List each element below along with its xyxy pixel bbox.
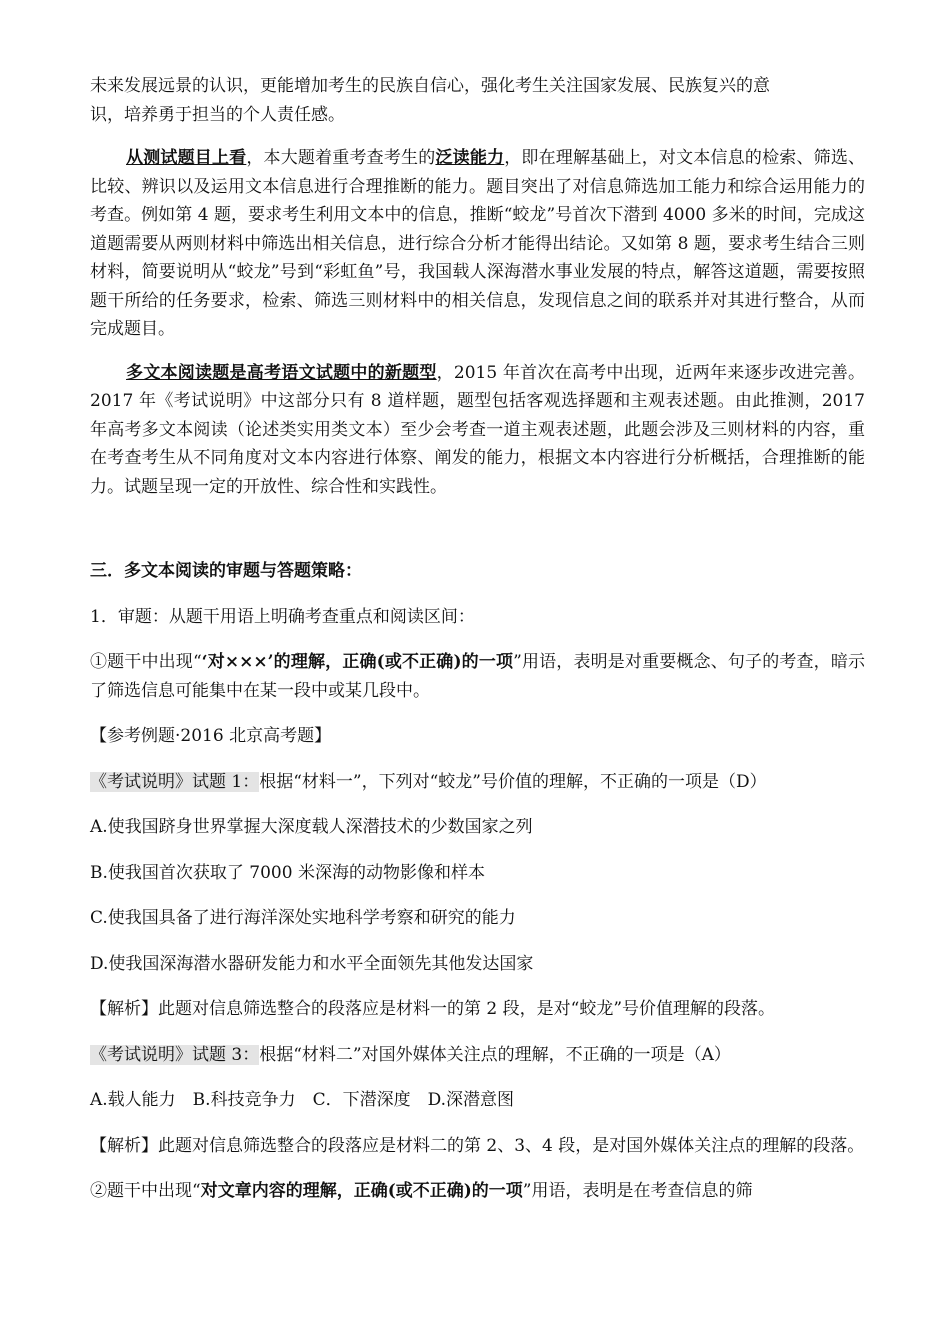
point-two xyxy=(90,1177,865,1206)
item-heading: 1．审题：从题干用语上明确考查重点和阅读区间： xyxy=(90,606,475,627)
section-title: 三．多文本阅读的审题与答题策略： xyxy=(90,561,362,581)
document-page xyxy=(90,72,865,1206)
question-one xyxy=(90,768,865,797)
reference-example-label: 【参考例题·2016 北京高考题】 xyxy=(90,726,332,746)
underlined-heading: 从测试题目上看 xyxy=(126,148,247,168)
underlined-heading: 多文本阅读题是高考语文试题中的新题型 xyxy=(126,362,437,383)
analysis-three: 【解析】此题对信息筛选整合的段落应是材料二的第 2、3、4 段，是对国外媒体关注点的理解的段落。 xyxy=(90,1135,865,1156)
text-line: 识，培养勇于担当的个人责任感。 xyxy=(90,104,345,125)
analysis-one: 【解析】此题对信息筛选整合的段落应是材料一的第 2 段，是对“蛟龙”号价值理解的段落。 xyxy=(90,999,776,1019)
option-item: D.使我国深海潜水器研发能力和水平全面领先其他发达国家 xyxy=(90,953,534,974)
paragraph-test-items xyxy=(90,144,865,344)
text-run: ”用语，表明是在考查信息的筛 xyxy=(522,1181,753,1201)
question-tag: 《考试说明》试题 3： xyxy=(90,1044,260,1065)
question-text: 根据“材料二”对国外媒体关注点的理解，不正确的一项是（A） xyxy=(259,1044,731,1065)
paragraph-continuation xyxy=(90,72,865,129)
text-run: ②题干中出现“ xyxy=(90,1181,201,1201)
bold-phrase: ‘对×××’的理解，正确(或不正确)的一项 xyxy=(201,652,514,672)
text-run: ，本大题着重考查考生的 xyxy=(246,148,436,168)
text-run: ，2015 年首次在高考中出现，近两年来逐步改进完善。2017 年《考试说明》中这部分只有 8 道样题，题型包括客观选择题和主观表述题。由此推测，2017 年高考多文本阅读（论述类实用类文本）至少会考查一道主观表述题，此题会涉及三则材料的内容，重在考查考生从不同角度对文本内容进行体察、阐发的能力，根据文本内容进行分析概括，合理推断的能力。试题呈现一定的开放性、综合性和实践性。 xyxy=(90,362,866,497)
point-one xyxy=(90,648,865,705)
question-text: 根据“材料一”，下列对“蛟龙”号价值的理解，不正确的一项是（D） xyxy=(259,771,767,792)
question-tag: 《考试说明》试题 1： xyxy=(90,771,260,792)
paragraph-new-type xyxy=(90,359,865,502)
underlined-keyword: 泛读能力 xyxy=(435,148,505,168)
question-three xyxy=(90,1041,865,1070)
text-run: ①题干中出现“ xyxy=(90,652,202,672)
options-line: A.载人能力 B.科技竞争力 C．下潜深度 D.深潜意图 xyxy=(90,1090,515,1110)
option-item: A.使我国跻身世界掌握大深度载人深潜技术的少数国家之列 xyxy=(90,817,533,837)
option-item: C.使我国具备了进行海洋深处实地科学考察和研究的能力 xyxy=(90,908,516,928)
text-run: ，即在理解基础上，对文本信息的检索、筛选、比较、辨识以及运用文本信息进行合理推断的能力。题目突出了对信息筛选加工能力和综合运用能力的考查。例如第 4 题，要求考生利用文本中的信息，推断“蛟龙”号首次下潜到 4000 多米的时间，完成这道题需要从两则材料中筛选出相关信息，进行综合分析才能得出结论。又如第 8 题，要求考生结合三则材料，简要说明从“蛟龙”号到“彩虹鱼”号，我国载人深海潜水事业发展的特点，解答这道题，需要按照题干所给的任务要求，检索、筛选三则材料中的相关信息，发现信息之间的联系并对其进行整合，从而完成题目。 xyxy=(90,148,866,339)
bold-phrase: 对文章内容的理解，正确(或不正确)的一项 xyxy=(200,1181,523,1201)
text-line: 未来发展远景的认识，更能增加考生的民族自信心，强化考生关注国家发展、民族复兴的意 xyxy=(90,76,770,96)
option-item: B.使我国首次获取了 7000 米深海的动物影像和样本 xyxy=(90,862,485,883)
text-run: ”用语，表明是对重要概念、句子的考查，暗示了筛选信息可能集中在某一段中或某几段中。 xyxy=(90,652,865,701)
